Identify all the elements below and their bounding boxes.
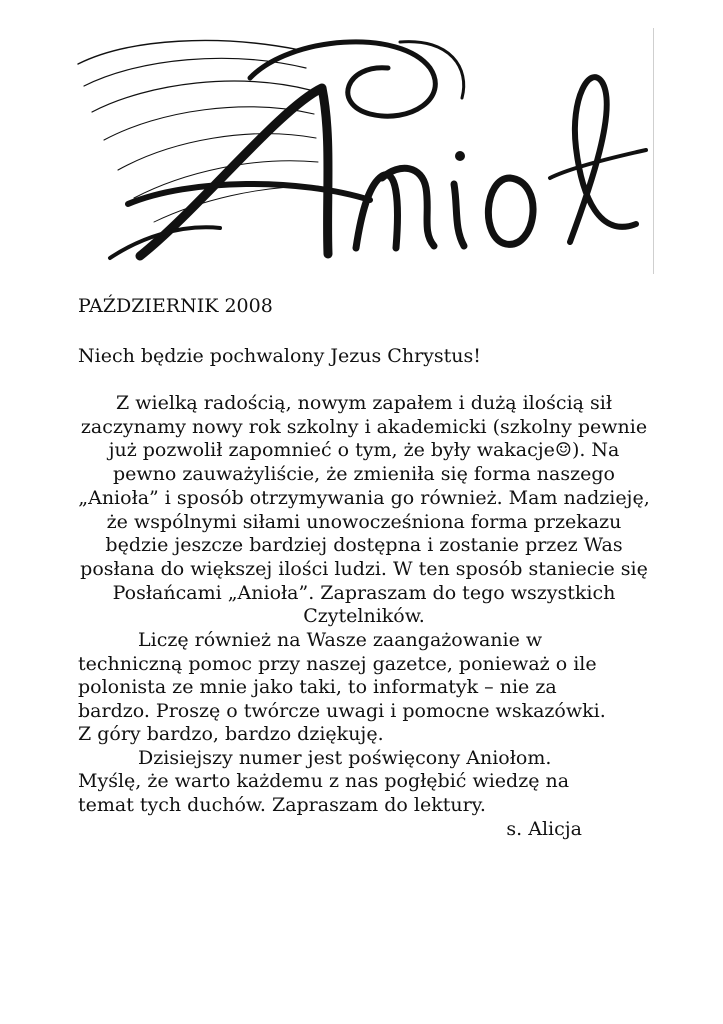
anioł-calligraphic-logo bbox=[70, 28, 654, 274]
paragraph-2: Liczę również na Wasze zaangażowanie w techniczną pomoc przy naszej gazetce, ponieważ o ile polonista ze mnie jako taki, to informatyk – nie za bardzo. Proszę o twórcze uwagi i pomocne wskazówki. Z góry bardzo, bardzo dziękuję. bbox=[78, 629, 606, 746]
greeting: Niech będzie pochwalony Jezus Chrystus! bbox=[78, 345, 481, 367]
signature: s. Alicja bbox=[506, 818, 582, 841]
paragraph-1: Z wielką radością, nowym zapałem i dużą ilością sił zaczynamy nowy rok szkolny i akademicki (szkolny pewnie już pozwolił zapomnieć o tym, że były wakacje☺). Na pewno zauważyliście, że zmieniła się forma naszego „Anioła” i sposób otrzymywania go również. Mam nadzieję, że wspólnymi siłami unowocześniona forma przekazu będzie jeszcze bardziej dostępna i zostanie przez Was posłana do większej ilości ludzi. W ten sposób staniecie się Posłańcami „Anioła”. Zapraszam do tego wszystkich Czytelników. bbox=[78, 392, 650, 628]
issue-date: PAŹDZIERNIK 2008 bbox=[78, 295, 273, 317]
letter-body bbox=[78, 294, 650, 841]
paragraph-3: Dzisiejszy numer jest poświęcony Aniołom. Myślę, że warto każdemu z nas pogłębić wiedzę na temat tych duchów. Zapraszam do lektury. bbox=[78, 746, 570, 816]
masthead-border bbox=[653, 28, 654, 274]
masthead-logo bbox=[70, 28, 654, 274]
